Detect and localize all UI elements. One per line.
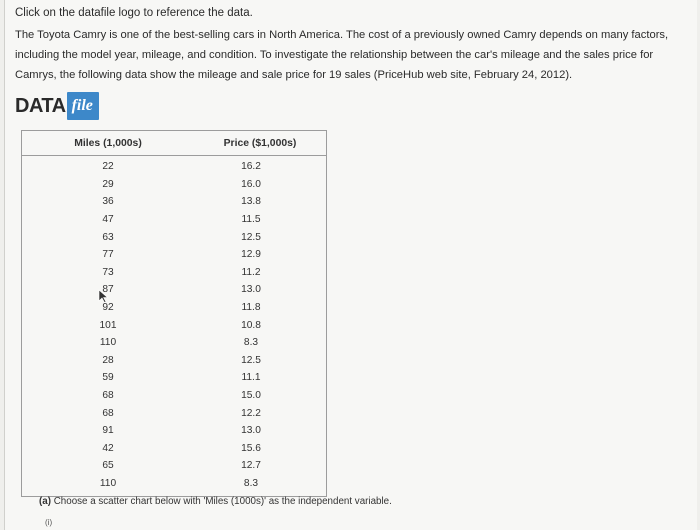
question-a-label: (a) xyxy=(39,496,51,507)
cell-miles: 59 xyxy=(102,372,114,384)
cell-price: 8.3 xyxy=(243,337,259,349)
cell-miles: 77 xyxy=(102,249,114,261)
data-table xyxy=(21,130,327,497)
table-row xyxy=(22,475,326,493)
mouse-cursor-icon xyxy=(98,289,108,303)
cell-price: 11.1 xyxy=(241,372,261,384)
table-header xyxy=(22,131,326,156)
table-row xyxy=(22,440,326,458)
table-row xyxy=(22,352,326,370)
cell-miles: 47 xyxy=(102,214,114,226)
cell-price: 11.8 xyxy=(241,302,261,314)
cell-miles: 68 xyxy=(102,407,114,419)
problem-description: The Toyota Camry is one of the best-selling cars in North America. The cost of a previously owned Camry depends on many factors, including the model year, mileage, and condition. To investigate the relationship between the car's mileage and the sales price for Camrys, the following data show the mileage and sale price for 19 sales (PriceHub web site, February 24, 2012). xyxy=(15,29,669,81)
datafile-logo-file: file xyxy=(67,92,99,120)
cell-price: 13.0 xyxy=(241,425,261,437)
table-row xyxy=(22,228,326,246)
table-row xyxy=(22,281,326,299)
cell-miles: 110 xyxy=(99,477,117,489)
cell-price: 12.5 xyxy=(241,231,261,243)
datafile-logo-data: DATA xyxy=(15,95,66,117)
cell-price: 15.6 xyxy=(241,442,261,454)
cell-miles: 42 xyxy=(102,442,114,454)
table-row xyxy=(22,246,326,264)
cell-miles: 68 xyxy=(102,390,114,402)
table-row xyxy=(22,457,326,475)
table-row xyxy=(22,193,326,211)
table-row xyxy=(22,264,326,282)
cell-miles: 63 xyxy=(102,231,114,243)
cell-price: 10.8 xyxy=(241,319,261,331)
cell-miles: 110 xyxy=(99,337,117,349)
cell-price: 15.0 xyxy=(241,390,261,402)
cell-price: 13.8 xyxy=(241,196,261,208)
table-body xyxy=(22,156,326,496)
cell-price: 12.2 xyxy=(241,407,261,419)
option-marker[interactable]: (i) xyxy=(45,518,53,527)
cell-miles: 101 xyxy=(99,319,117,331)
header-price: Price ($1,000s) xyxy=(223,137,297,149)
intro-line: Click on the datafile logo to reference the data. xyxy=(15,7,253,19)
table-row xyxy=(22,158,326,176)
cell-miles: 91 xyxy=(102,425,114,437)
cell-miles: 92 xyxy=(102,302,114,314)
header-miles: Miles (1,000s) xyxy=(74,137,142,149)
table-row xyxy=(22,387,326,405)
question-a-text: Choose a scatter chart below with 'Miles (1000s)' as the independent variable. xyxy=(53,496,392,507)
cell-miles: 87 xyxy=(102,284,114,296)
question-a xyxy=(39,496,392,507)
cell-price: 13.0 xyxy=(241,284,261,296)
cell-price: 16.2 xyxy=(241,161,261,173)
table-row xyxy=(22,422,326,440)
cell-miles: 73 xyxy=(102,266,114,278)
cell-price: 16.0 xyxy=(241,178,261,190)
table-row xyxy=(22,176,326,194)
table-row xyxy=(22,404,326,422)
table-row xyxy=(22,299,326,317)
cell-miles: 22 xyxy=(102,161,114,173)
cell-miles: 65 xyxy=(102,460,114,472)
cell-price: 12.7 xyxy=(241,460,261,472)
datafile-logo[interactable] xyxy=(15,92,99,120)
cell-miles: 36 xyxy=(102,196,114,208)
cell-price: 11.5 xyxy=(241,214,261,226)
cell-miles: 28 xyxy=(102,354,114,366)
cell-price: 12.5 xyxy=(241,354,261,366)
cell-price: 8.3 xyxy=(243,477,259,489)
cell-price: 12.9 xyxy=(241,249,261,261)
cell-miles: 29 xyxy=(102,178,114,190)
table-row xyxy=(22,369,326,387)
cell-price: 11.2 xyxy=(241,266,261,278)
table-row xyxy=(22,211,326,229)
table-row xyxy=(22,316,326,334)
table-row xyxy=(22,334,326,352)
question-page xyxy=(4,0,697,530)
